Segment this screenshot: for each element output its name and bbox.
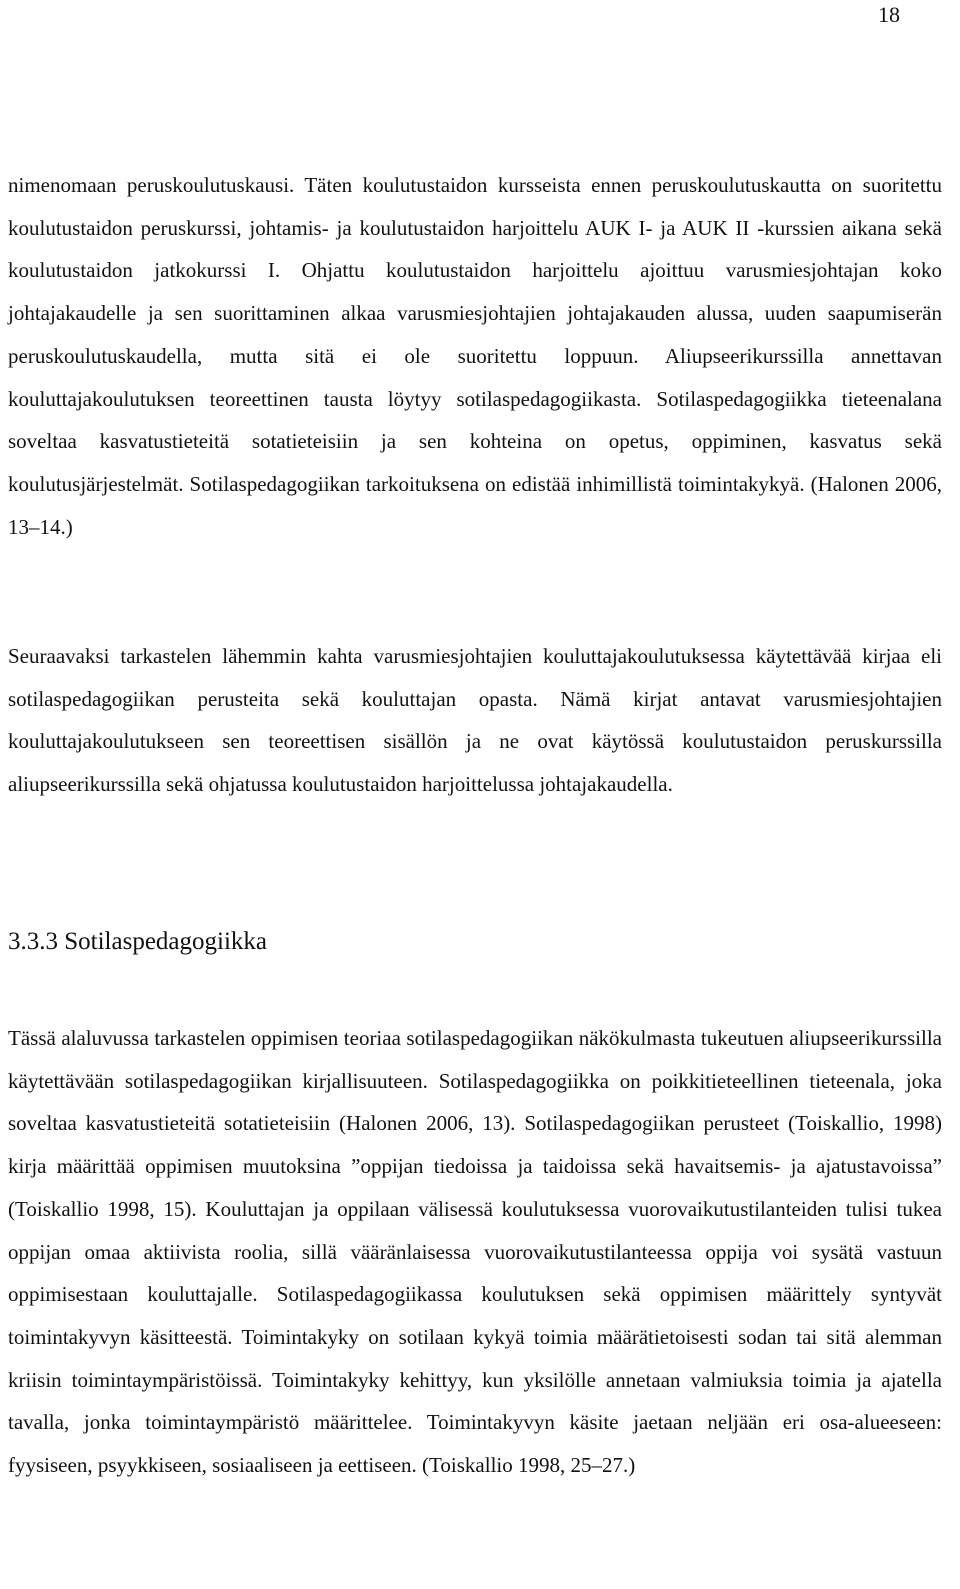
body-paragraph-2: Seuraavaksi tarkastelen lähemmin kahta varusmiesjohtajien kouluttajakoulutuksessa käytettävää kirjaa eli sotilaspedagogiikan perusteita sekä kouluttajan opasta. Nämä kirjat antavat varusmiesjohtajien kouluttajakoulutukseen sen teoreettisen sisällön ja ne ovat käytössä koulutustaidon peruskurssilla aliupseerikurssilla sekä ohjatussa koulutustaidon harjoittelussa johtajakaudella.	[8, 644, 942, 797]
body-paragraph-3: Tässä alaluvussa tarkastelen oppimisen teoriaa sotilaspedagogiikan näkökulmasta tukeutuen aliupseerikurssilla käytettävään sotilaspedagogiikan kirjallisuuteen. Sotilaspedagogiikka on poikkitieteellinen tieteenala, joka soveltaa kasvatustieteitä sotatieteisiin (Halonen 2006, 13). Sotilaspedagogiikan perusteet (Toiskallio, 1998) kirja määrittää oppimisen muutoksina ”oppijan tiedoissa ja taidoissa sekä havaitsemis- ja ajatustavoissa” (Toiskallio 1998, 15). Kouluttajan ja oppilaan välisessä koulutuksessa vuorovaikutustilanteiden tulisi tukea oppijan omaa aktiivista roolia, sillä vääränlaisessa vuorovaikutustilanteessa oppija voi sysätä vastuun oppimisestaan kouluttajalle. Sotilaspedagogiikassa koulutuksen sekä oppimisen määrittely syntyvät toimintakyvyn käsitteestä. Toimintakyky on sotilaan kykyä toimia määrätietoisesti sodan tai sitä alemman kriisin toimintaympäristöissä. Toimintakyky kehittyy, kun yksilölle annetaan valmiuksia toimia ja ajatella tavalla, jonka toimintaympäristö määrittelee. Toimintakyvyn käsite jaetaan neljään eri osa-alueeseen: fyysiseen, psyykkiseen, sosiaaliseen ja eettiseen. (Toiskallio 1998, 25–27.)	[8, 1026, 942, 1478]
body-paragraph-1: nimenomaan peruskoulutuskausi. Täten koulutustaidon kursseista ennen peruskoulutuskautta on suoritettu koulutustaidon peruskurssi, johtamis- ja koulutustaidon harjoittelu AUK I- ja AUK II -kurssien aikana sekä koulutustaidon jatkokurssi I. Ohjattu koulutustaidon harjoittelu ajoittuu varusmiesjohtajan koko johtajakaudelle ja sen suorittaminen alkaa varusmiesjohtajien johtajakauden alussa, uuden saapumiserän peruskoulutuskaudella, mutta sitä ei ole suoritettu loppuun. Aliupseerikurssilla annettavan kouluttajakoulutuksen teoreettinen tausta löytyy sotilaspedagogiikasta. Sotilaspedagogiikka tieteenalana soveltaa kasvatustieteitä sotatieteisiin ja sen kohteina on opetus, oppiminen, kasvatus sekä koulutusjärjestelmät. Sotilaspedagogiikan tarkoituksena on edistää inhimillistä toimintakykyä. (Halonen 2006, 13–14.)	[8, 173, 942, 539]
page-number: 18	[878, 2, 900, 27]
section-heading: 3.3.3 Sotilaspedagogiikka	[8, 928, 267, 955]
